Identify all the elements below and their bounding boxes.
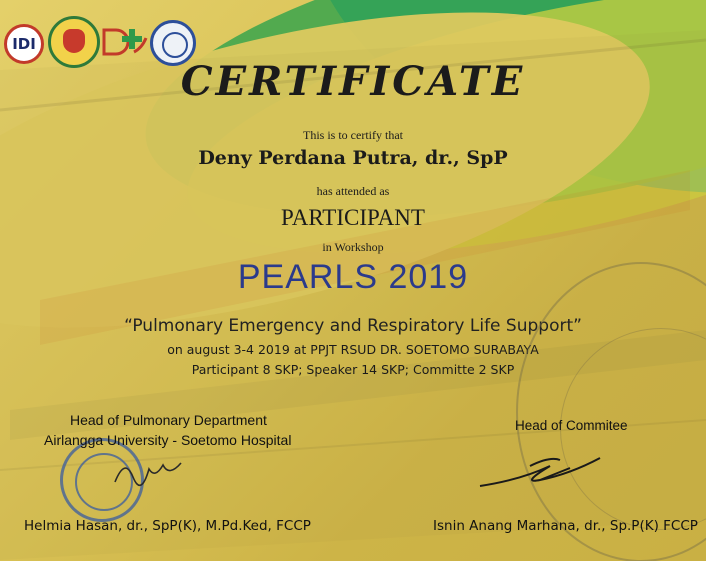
credits-line: Participant 8 SKP; Speaker 14 SKP; Committe 2 SKP <box>191 362 515 377</box>
left-signature <box>110 452 200 492</box>
participant-role: PARTICIPANT <box>281 205 425 230</box>
right-signature <box>470 436 630 506</box>
pdpi-cross-logo-icon <box>100 22 150 62</box>
idi-logo-text: IDI <box>12 35 36 53</box>
left-signatory-institution: Airlangga University - Soetomo Hospital <box>44 432 292 448</box>
attended-line: has attended as <box>316 184 390 198</box>
event-name: PEARLS 2019 <box>237 258 469 296</box>
venue-line: on august 3-4 2019 at PPJT RSUD DR. SOETOMO SURABAYA <box>167 342 539 357</box>
right-signatory-position: Head of Commitee <box>515 418 628 433</box>
workshop-line: in Workshop <box>322 240 384 254</box>
right-signatory-name: Isnin Anang Marhana, dr., Sp.P(K) FCCP <box>433 518 698 534</box>
certificate-title: CERTIFICATE <box>180 58 526 105</box>
event-subtitle: “Pulmonary Emergency and Respiratory Life Support” <box>124 316 582 336</box>
left-signatory-name: Helmia Hasan, dr., SpP(K), M.Pd.Ked, FCCP <box>24 518 311 534</box>
certify-line: This is to certify that <box>303 128 403 142</box>
recipient-name: Deny Perdana Putra, dr., SpP <box>198 147 508 169</box>
left-signatory-position: Head of Pulmonary Department <box>70 412 267 428</box>
